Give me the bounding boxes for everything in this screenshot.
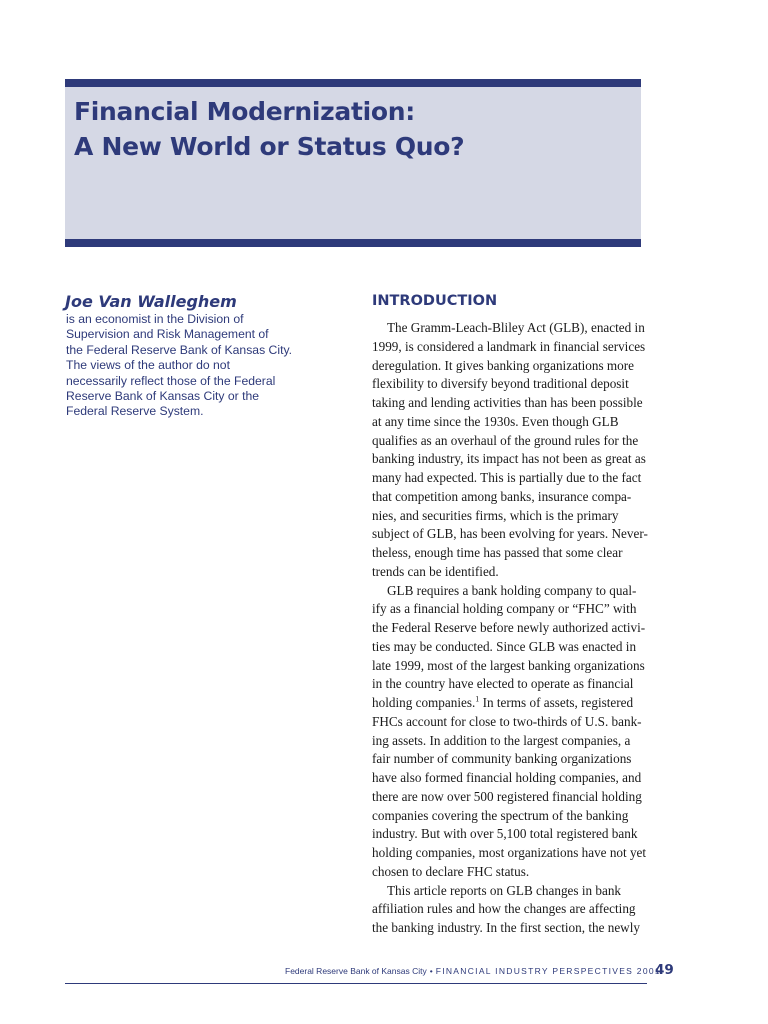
article-title-line-2: A New World or Status Quo? [74, 132, 465, 161]
author-bio-line: the Federal Reserve Bank of Kansas City. [66, 342, 293, 357]
body-line [372, 825, 647, 844]
body-line-text: fair number of community banking organizations [372, 751, 632, 767]
body-line [372, 469, 647, 488]
article-title-line-1: Financial Modernization: [74, 97, 415, 126]
footer-bullet: • [429, 966, 433, 976]
body-line [372, 638, 647, 657]
author-bio-line: is an economist in the Division of [66, 312, 244, 326]
body-line-text: have also formed financial holding companies, and [372, 770, 642, 785]
body-line-text: taking and lending activities than has been possible [372, 395, 643, 410]
body-line-text: In terms of assets, registered [479, 695, 634, 710]
body-line-text: GLB requires a bank holding company to qual- [387, 582, 637, 598]
page-number: 49 [655, 962, 674, 978]
author-bio-line: The views of the author do not [66, 358, 230, 373]
body-line [372, 488, 647, 507]
body-line-text: late 1999, most of the largest banking organizations [372, 657, 645, 673]
body-line [372, 657, 647, 676]
body-line [372, 563, 647, 582]
body-line-text: there are now over 500 registered financial holding [372, 788, 642, 804]
body-line-text: holding companies, most organizations have not yet [372, 845, 647, 860]
body-line [372, 844, 647, 863]
body-line [372, 525, 647, 544]
title-band [65, 79, 641, 247]
body-line [372, 900, 647, 919]
body-line-text: deregulation. It gives banking organizations more [372, 357, 634, 373]
body-line-text: that competition among banks, insurance compa- [372, 488, 632, 504]
body-line-text: The Gramm-Leach-Bliley Act (GLB), enacted in [387, 320, 645, 335]
body-line-text: FHCs account for close to two-thirds of U.S. bank- [372, 713, 642, 729]
body-line-text: ing assets. In addition to the largest companies, a [372, 732, 631, 748]
body-line-text: subject of GLB, has been evolving for years. Never- [372, 526, 648, 542]
article-body [372, 319, 647, 938]
body-line [372, 732, 647, 751]
running-footer [285, 966, 661, 976]
body-line [372, 619, 647, 638]
body-line-text: companies covering the spectrum of the banking [372, 807, 629, 823]
body-line-text: the Federal Reserve before newly authorized activi- [372, 620, 646, 635]
body-line [372, 375, 647, 394]
body-line-text: in the country have elected to operate as financial [372, 676, 634, 692]
body-line-text: many had expected. This is partially due to the fact [372, 470, 642, 485]
body-line [372, 432, 647, 451]
body-line-text: banking industry, its impact has not been as great as [372, 451, 646, 467]
body-line-text: theless, enough time has passed that some clear [372, 545, 623, 560]
body-line [372, 600, 647, 619]
body-line-text: holding companies. [372, 695, 476, 710]
body-line [372, 675, 647, 694]
body-line-text: 1999, is considered a landmark in financial services [372, 338, 646, 354]
body-line-text: trends can be identified. [372, 563, 499, 579]
body-line [372, 450, 647, 469]
footer-rule [65, 983, 647, 984]
section-heading: INTRODUCTION [372, 293, 498, 309]
author-bio-line: Federal Reserve System. [66, 404, 204, 419]
body-line [372, 394, 647, 413]
body-line [372, 919, 647, 938]
author-bio [66, 312, 326, 420]
body-line-text: flexibility to diversify beyond traditional deposit [372, 376, 629, 392]
body-line [372, 413, 647, 432]
body-line [372, 769, 647, 788]
body-line-text: ties may be conducted. Since GLB was enacted in [372, 638, 637, 654]
body-line-text: qualifies as an overhaul of the ground rules for the [372, 432, 639, 448]
body-line [372, 882, 647, 901]
author-bio-line: Supervision and Risk Management of [66, 327, 269, 342]
body-line-text: affiliation rules and how the changes are affecting [372, 901, 636, 917]
body-line-text: chosen to declare FHC status. [372, 863, 530, 879]
author-bio-line: necessarily reflect those of the Federal [66, 373, 276, 388]
body-line [372, 713, 647, 732]
body-line [372, 357, 647, 376]
body-line-text: nies, and securities firms, which is the primary [372, 507, 619, 523]
body-line-text: at any time since the 1930s. Even though GLB [372, 413, 619, 429]
body-line-text: This article reports on GLB changes in bank [387, 882, 622, 898]
footer-publication: FINANCIAL INDUSTRY PERSPECTIVES 2001 [435, 966, 661, 976]
body-line [372, 863, 647, 882]
body-line-text: industry. But with over 5,100 total registered bank [372, 826, 638, 842]
footnote-marker: 1 [475, 694, 480, 704]
body-line-text: the banking industry. In the first section, the newly [372, 920, 640, 935]
body-line [372, 788, 647, 807]
footer-source: Federal Reserve Bank of Kansas City [285, 966, 427, 976]
body-line [372, 319, 647, 338]
body-line [372, 807, 647, 826]
author-bio-line: Reserve Bank of Kansas City or the [66, 389, 260, 404]
body-line [372, 544, 647, 563]
body-line [372, 694, 647, 713]
body-line [372, 582, 647, 601]
body-line-text: ify as a financial holding company or “FHC” with [372, 601, 637, 617]
body-line [372, 338, 647, 357]
body-line [372, 750, 647, 769]
body-line [372, 507, 647, 526]
author-name: Joe Van Walleghem [65, 292, 237, 311]
